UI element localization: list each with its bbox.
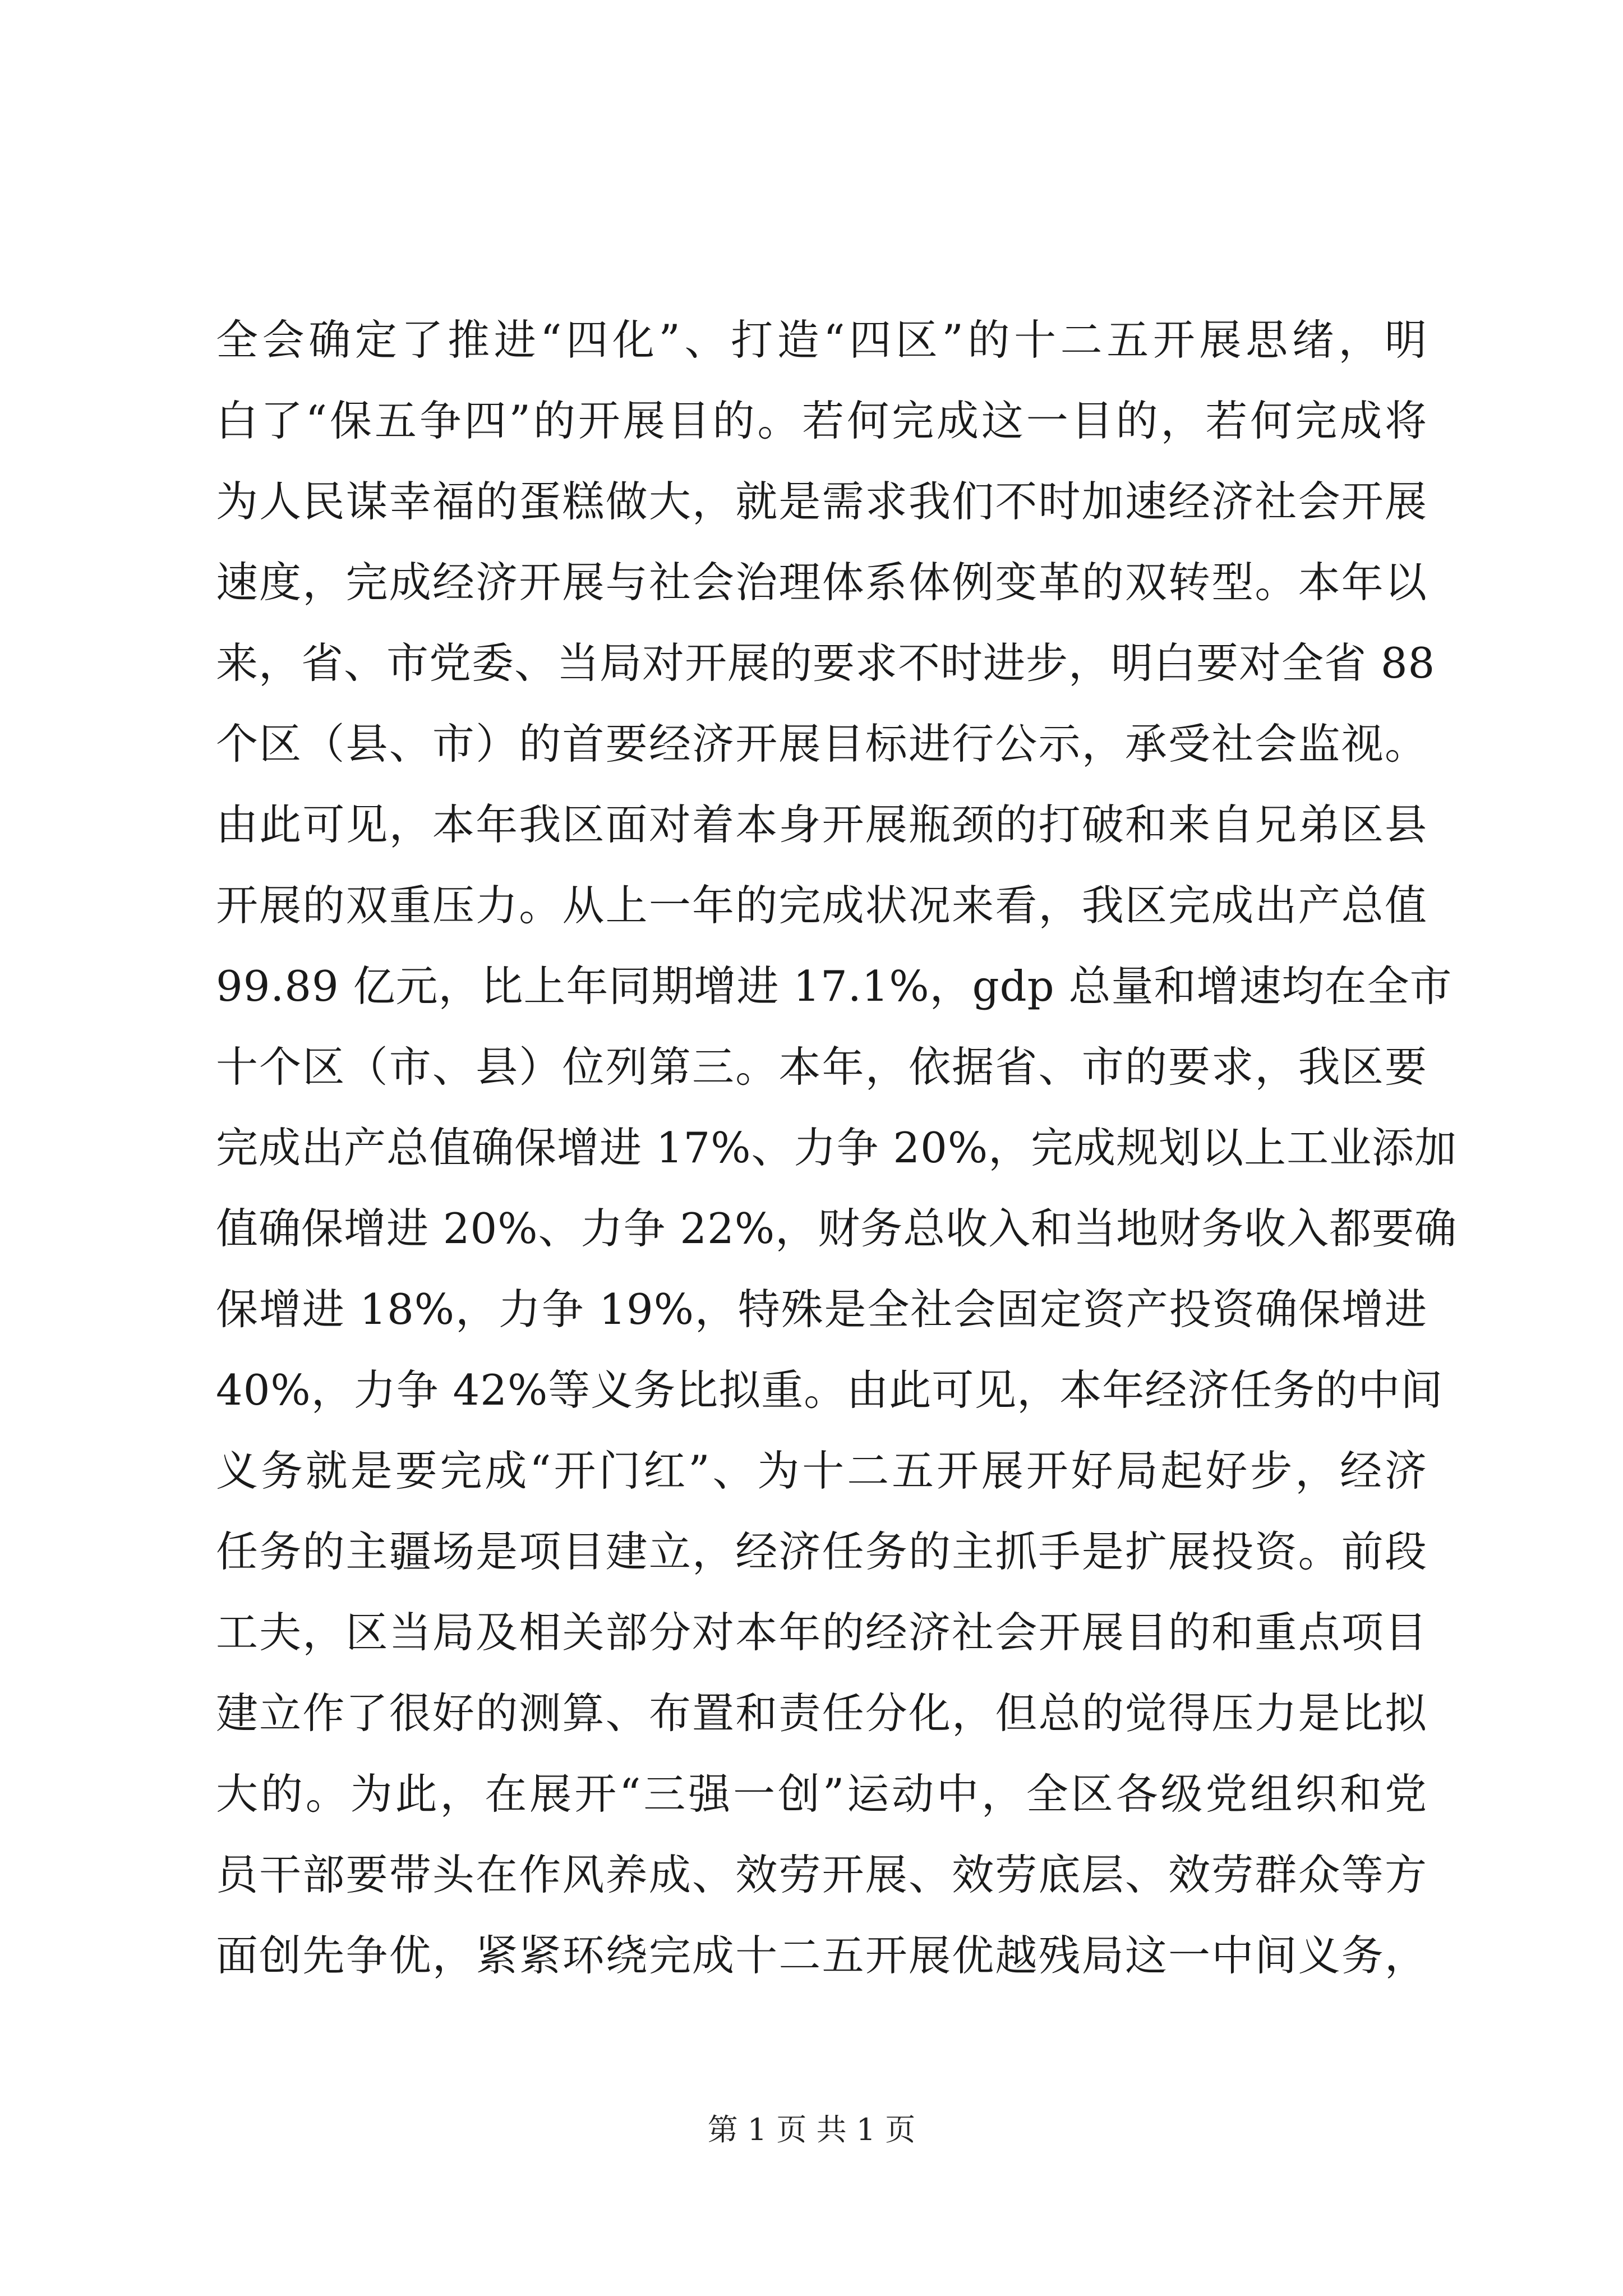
text-line: 保增进 18%，力争 19%，特殊是全社会固定资产投资确保增进 [216,1285,1427,1334]
text-line: 开展的双重压力。从上一年的完成状况来看，我区完成出产总值 [216,881,1427,930]
text-line: 个区（县、市）的首要经济开展目标进行公示，承受社会监视。 [216,719,1427,769]
text-line: 面创先争优，紧紧环绕完成十二五开展优越残局这一中间义务， [216,1931,1427,1980]
text-line: 为人民谋幸福的蛋糕做大，就是需求我们不时加速经济社会开展 [216,477,1427,526]
text-line: 大的。为此，在展开“三强一创”运动中，全区各级党组织和党 [216,1769,1427,1819]
text-line: 来，省、市党委、当局对开展的要求不时进步，明白要对全省 88 [216,638,1436,688]
text-line: 99.89 亿元，比上年同期增进 17.1%，gdp 总量和增速均在全市 [216,961,1453,1011]
text-line: 工夫，区当局及相关部分对本年的经济社会开展目的和重点项目 [216,1608,1427,1657]
body-paragraph [216,300,1458,1996]
text-line: 值确保增进 20%、力争 22%，财务总收入和当地财务收入都要确 [216,1204,1458,1253]
text-line: 建立作了很好的测算、布置和责任分化，但总的觉得压力是比拟 [216,1688,1427,1738]
page-number-label: 第 1 页 共 1 页 [707,2112,916,2147]
page-footer [0,2110,1623,2150]
text-line: 十个区（市、县）位列第三。本年，依据省、市的要求，我区要 [216,1042,1427,1092]
text-line: 完成出产总值确保增进 17%、力争 20%，完成规划以上工业添加 [216,1123,1458,1172]
text-line: 由此可见，本年我区面对着本身开展瓶颈的打破和来自兄弟区县 [216,800,1427,849]
text-line: 白了“保五争四”的开展目的。若何完成这一目的，若何完成将 [216,396,1427,445]
text-line: 40%，力争 42%等义务比拟重。由此可见，本年经济任务的中间 [216,1365,1444,1415]
text-line: 全会确定了推进“四化”、打造“四区”的十二五开展思绪，明 [216,315,1427,365]
text-line: 速度，完成经济开展与社会治理体系体例变革的双转型。本年以 [216,558,1427,607]
text-line: 任务的主疆场是项目建立，经济任务的主抓手是扩展投资。前段 [216,1527,1427,1576]
text-line: 员干部要带头在作风养成、效劳开展、效劳底层、效劳群众等方 [216,1850,1427,1899]
text-line: 义务就是要完成“开门红”、为十二五开展开好局起好步，经济 [216,1446,1427,1496]
